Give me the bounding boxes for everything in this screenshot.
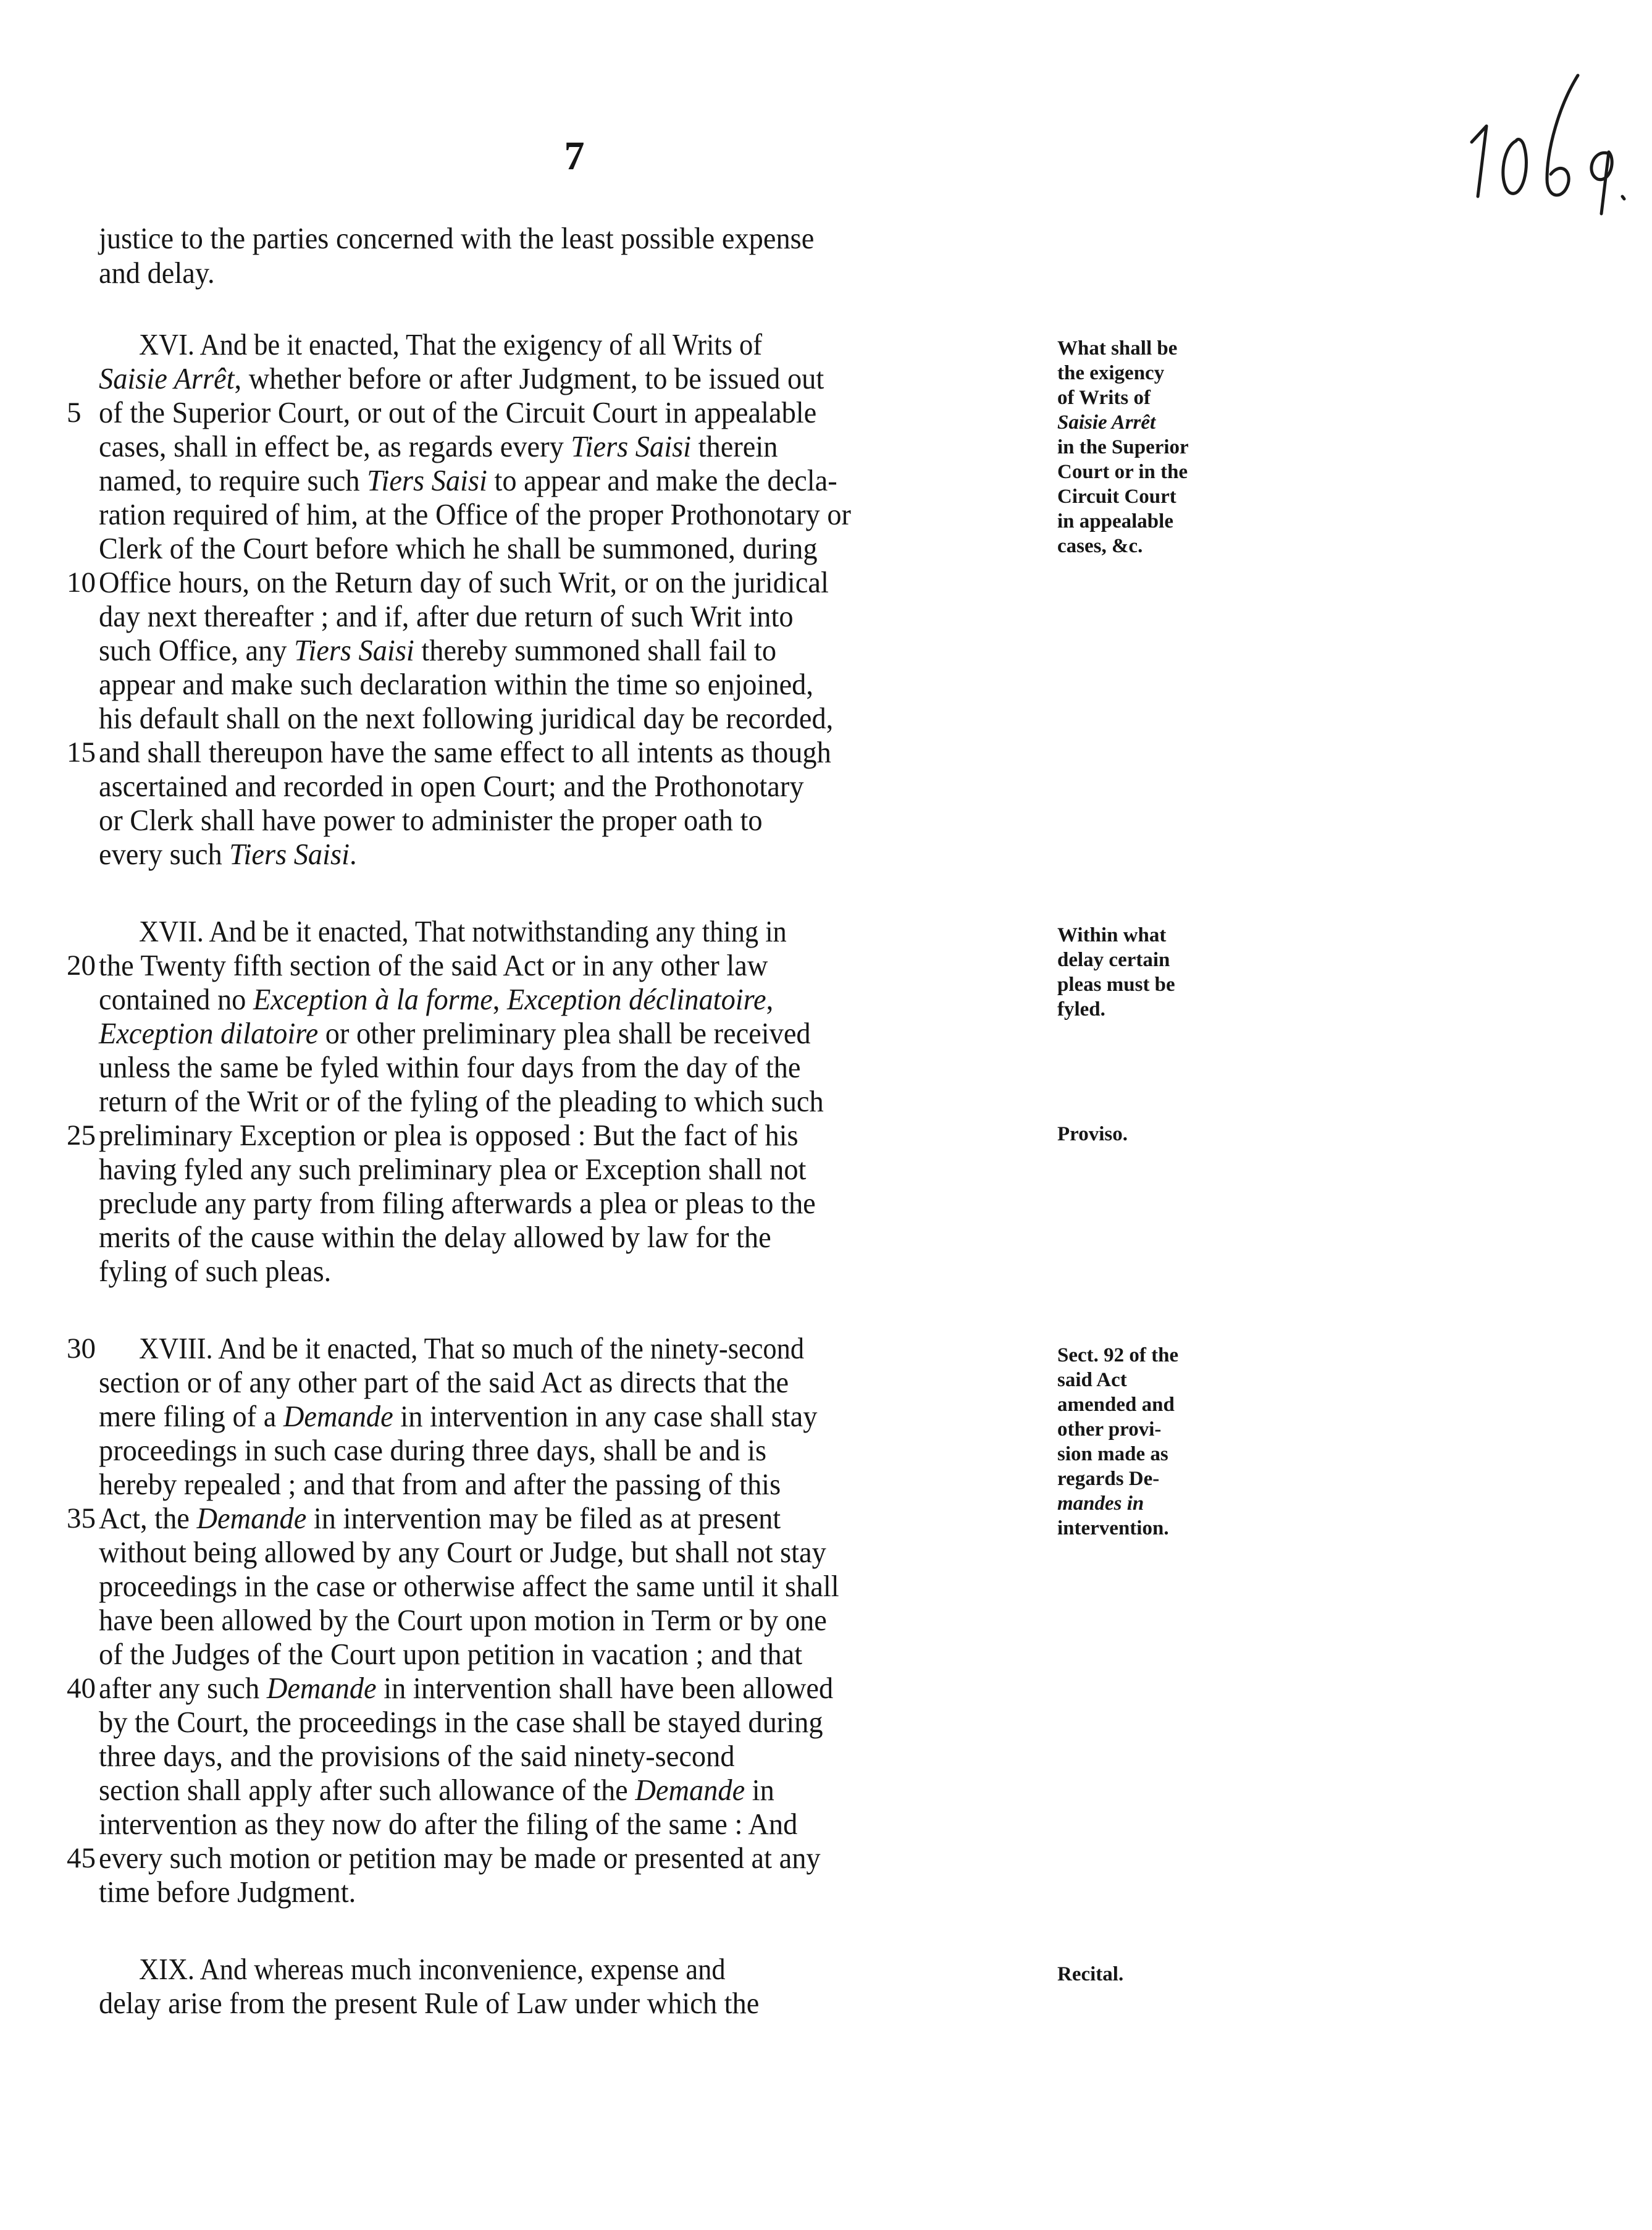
margin-note: What shall be (1057, 337, 1178, 360)
margin-note: Saisie Arrêt (1057, 411, 1156, 434)
margin-note: pleas must be (1057, 974, 1175, 996)
margin-note: said Act (1057, 1369, 1127, 1391)
margin-note: sion made as (1057, 1443, 1168, 1465)
margin-note: intervention. (1057, 1517, 1169, 1539)
text-line: hereby repealed ; and that from and after the passing of this (99, 1467, 781, 1501)
text-line: named, to require such Tiers Saisi to appear and make the decla- (99, 463, 837, 497)
line-number: 45 (67, 1842, 96, 1874)
line-number: 25 (67, 1119, 96, 1151)
margin-note: amended and (1057, 1394, 1175, 1416)
margin-note: Sect. 92 of the (1057, 1344, 1179, 1366)
text-line: and shall thereupon have the same effect to all intents as though (99, 735, 831, 769)
text-line: ascertained and recorded in open Court; and the Prothonotary (99, 769, 804, 803)
text-line: preclude any party from filing afterwards a plea or pleas to the (99, 1186, 816, 1220)
text-line: section shall apply after such allowance of the Demande in (99, 1773, 774, 1807)
margin-note: Recital. (1057, 1963, 1124, 1985)
text-line: of the Superior Court, or out of the Circuit Court in appealable (99, 395, 817, 429)
text-line: after any such Demande in intervention shall have been allowed (99, 1671, 834, 1705)
text-line: XVIII. And be it enacted, That so much of the ninety-second (139, 1331, 805, 1365)
line-number: 30 (67, 1332, 96, 1365)
margin-note: fyled. (1057, 998, 1105, 1020)
text-line: intervention as they now do after the filing of the same : And (99, 1807, 798, 1841)
text-line: XVII. And be it enacted, That notwithstanding any thing in (139, 914, 787, 948)
page-number: 7 (564, 133, 585, 179)
margin-note: Within what (1057, 924, 1167, 946)
text-line: section or of any other part of the said Act as directs that the (99, 1365, 789, 1399)
margin-note: Proviso. (1057, 1123, 1128, 1145)
margin-note: in appealable (1057, 510, 1173, 532)
text-line: XIX. And whereas much inconvenience, expense and (139, 1952, 726, 1986)
handwritten-page-number (1454, 68, 1633, 216)
text-line: Saisie Arrêt, whether before or after Judgment, to be issued out (99, 361, 824, 395)
line-number: 20 (67, 949, 96, 982)
text-line: time before Judgment. (99, 1875, 356, 1909)
text-line: Office hours, on the Return day of such Writ, or on the juridical (99, 565, 829, 599)
text-line: preliminary Exception or plea is opposed : But the fact of his (99, 1118, 799, 1152)
text-line: of the Judges of the Court upon petition in vacation ; and that (99, 1637, 803, 1671)
text-line: mere filing of a Demande in intervention in any case shall stay (99, 1399, 818, 1433)
text-line: fyling of such pleas. (99, 1254, 332, 1288)
line-number: 5 (67, 397, 82, 429)
text-line: have been allowed by the Court upon motion in Term or by one (99, 1603, 827, 1637)
text-line: Exception dilatoire or other preliminary plea shall be received (99, 1016, 811, 1050)
text-line: ration required of him, at the Office of the proper Prothonotary or (99, 497, 852, 531)
margin-note: the exigency (1057, 362, 1165, 384)
margin-note: delay certain (1057, 949, 1170, 971)
text-line: every such Tiers Saisi. (99, 837, 357, 871)
text-line: merits of the cause within the delay allowed by law for the (99, 1220, 771, 1254)
text-line: return of the Writ or of the fyling of the pleading to which such (99, 1084, 824, 1118)
text-line: Clerk of the Court before which he shall be summoned, during (99, 531, 818, 565)
margin-note: regards De- (1057, 1468, 1160, 1490)
text-line: proceedings in such case during three days, shall be and is (99, 1433, 767, 1467)
margin-note: cases, &c. (1057, 535, 1143, 557)
text-line: XVI. And be it enacted, That the exigency of all Writs of (139, 327, 763, 361)
line-number: 35 (67, 1502, 96, 1534)
text-line: every such motion or petition may be made or presented at any (99, 1841, 821, 1875)
margin-note: of Writs of (1057, 387, 1151, 409)
text-line: or Clerk shall have power to administer the proper oath to (99, 803, 763, 837)
text-line: having fyled any such preliminary plea or Exception shall not (99, 1152, 807, 1186)
text-line: the Twenty fifth section of the said Act or in any other law (99, 948, 768, 982)
text-line: cases, shall in effect be, as regards every Tiers Saisi therein (99, 429, 778, 463)
line-number: 40 (67, 1672, 96, 1704)
line-number: 15 (67, 736, 96, 768)
text-line: appear and make such declaration within the time so enjoined, (99, 667, 813, 701)
margin-note: Circuit Court (1057, 486, 1176, 508)
text-line: day next thereafter ; and if, after due return of such Writ into (99, 599, 794, 633)
text-line: three days, and the provisions of the said ninety-second (99, 1739, 735, 1773)
margin-note: in the Superior (1057, 436, 1189, 458)
text-line: without being allowed by any Court or Judge, but shall not stay (99, 1535, 826, 1569)
margin-note: other provi- (1057, 1418, 1162, 1441)
margin-note: Court or in the (1057, 461, 1188, 483)
text-line: Act, the Demande in intervention may be filed as at present (99, 1501, 781, 1535)
text-line: by the Court, the proceedings in the case shall be stayed during (99, 1705, 823, 1739)
margin-note: mandes in (1057, 1492, 1144, 1515)
text-line: delay arise from the present Rule of Law under which the (99, 1986, 760, 2020)
text-line: his default shall on the next following juridical day be recorded, (99, 701, 834, 735)
text-line: and delay. (99, 256, 215, 290)
text-line: justice to the parties concerned with the least possible expense (99, 221, 815, 255)
line-number: 10 (67, 566, 96, 599)
text-line: proceedings in the case or otherwise affect the same until it shall (99, 1569, 839, 1603)
text-line: such Office, any Tiers Saisi thereby summoned shall fail to (99, 633, 777, 667)
text-line: unless the same be fyled within four days from the day of the (99, 1050, 801, 1084)
text-line: contained no Exception à la forme, Exception déclinatoire, (99, 982, 774, 1016)
